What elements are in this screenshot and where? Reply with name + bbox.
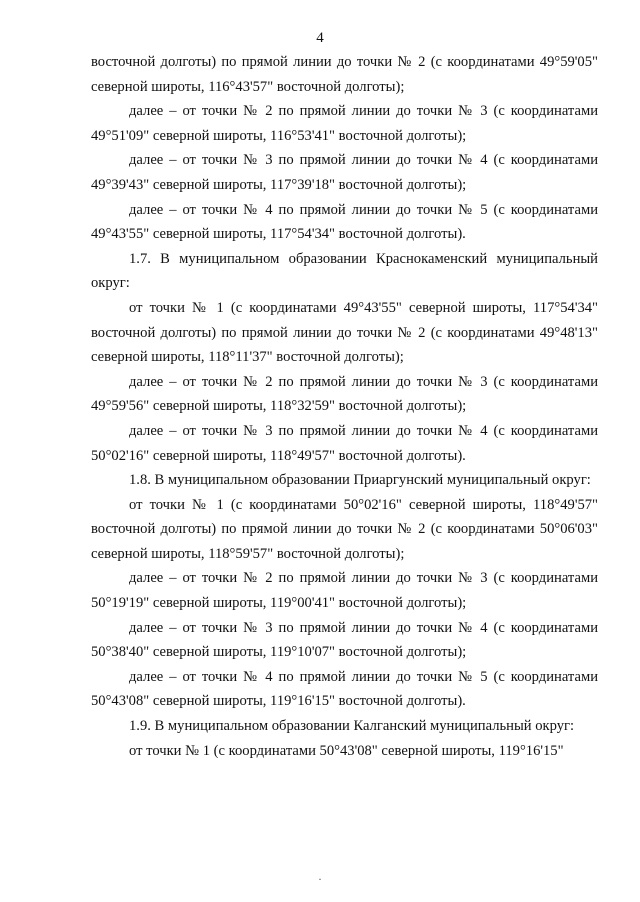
document-body xyxy=(91,50,598,763)
paragraph: от точки № 1 (с координатами 50°02'16" северной широты, 118°49'57" восточной долготы) по прямой линии до точки № 2 (с координатами 50°06'03" северной широты, 118°59'57" восточной долготы); xyxy=(91,496,598,562)
paragraph: далее – от точки № 3 по прямой линии до точки № 4 (с координатами 49°39'43" северной широты, 117°39'18" восточной долготы); xyxy=(91,152,598,193)
paragraph: восточной долготы) по прямой линии до точки № 2 (с координатами 49°59'05" северной широты, 116°43'57" восточной долготы); xyxy=(91,54,598,95)
paragraph: далее – от точки № 2 по прямой линии до точки № 3 (с координатами 49°59'56" северной широты, 118°32'59" восточной долготы); xyxy=(91,373,598,415)
section-heading: 1.7. В муниципальном образовании Краснокаменский муниципальный округ: xyxy=(91,250,598,292)
paragraph: от точки № 1 (с координатами 50°43'08" северной широты, 119°16'15" xyxy=(129,742,564,759)
paragraph: от точки № 1 (с координатами 49°43'55" северной широты, 117°54'34" восточной долготы) по прямой линии до точки № 2 (с координатами 49°48'13" северной широты, 118°11'37" восточной долготы); xyxy=(91,299,598,366)
paragraph: далее – от точки № 3 по прямой линии до точки № 4 (с координатами 50°38'40" северной широты, 119°10'07" восточной долготы); xyxy=(91,619,598,661)
section-heading: 1.8. В муниципальном образовании Приаргунский муниципальный округ: xyxy=(129,472,591,489)
section-heading: 1.9. В муниципальном образовании Калганский муниципальный округ: xyxy=(129,718,575,735)
paragraph: далее – от точки № 3 по прямой линии до точки № 4 (с координатами 50°02'16" северной широты, 118°49'57" восточной долготы). xyxy=(91,422,598,464)
paragraph: далее – от точки № 4 по прямой линии до точки № 5 (с координатами 49°43'55" северной широты, 117°54'34" восточной долготы). xyxy=(91,201,598,243)
scan-dot: · xyxy=(318,872,322,886)
paragraph: далее – от точки № 2 по прямой линии до точки № 3 (с координатами 49°51'09" северной широты, 116°53'41" восточной долготы); xyxy=(91,103,598,144)
paragraph: далее – от точки № 2 по прямой линии до точки № 3 (с координатами 50°19'19" северной широты, 119°00'41" восточной долготы); xyxy=(91,570,598,612)
paragraph: далее – от точки № 4 по прямой линии до точки № 5 (с координатами 50°43'08" северной широты, 119°16'15" восточной долготы). xyxy=(91,668,598,710)
page-number: 4 xyxy=(316,30,324,46)
